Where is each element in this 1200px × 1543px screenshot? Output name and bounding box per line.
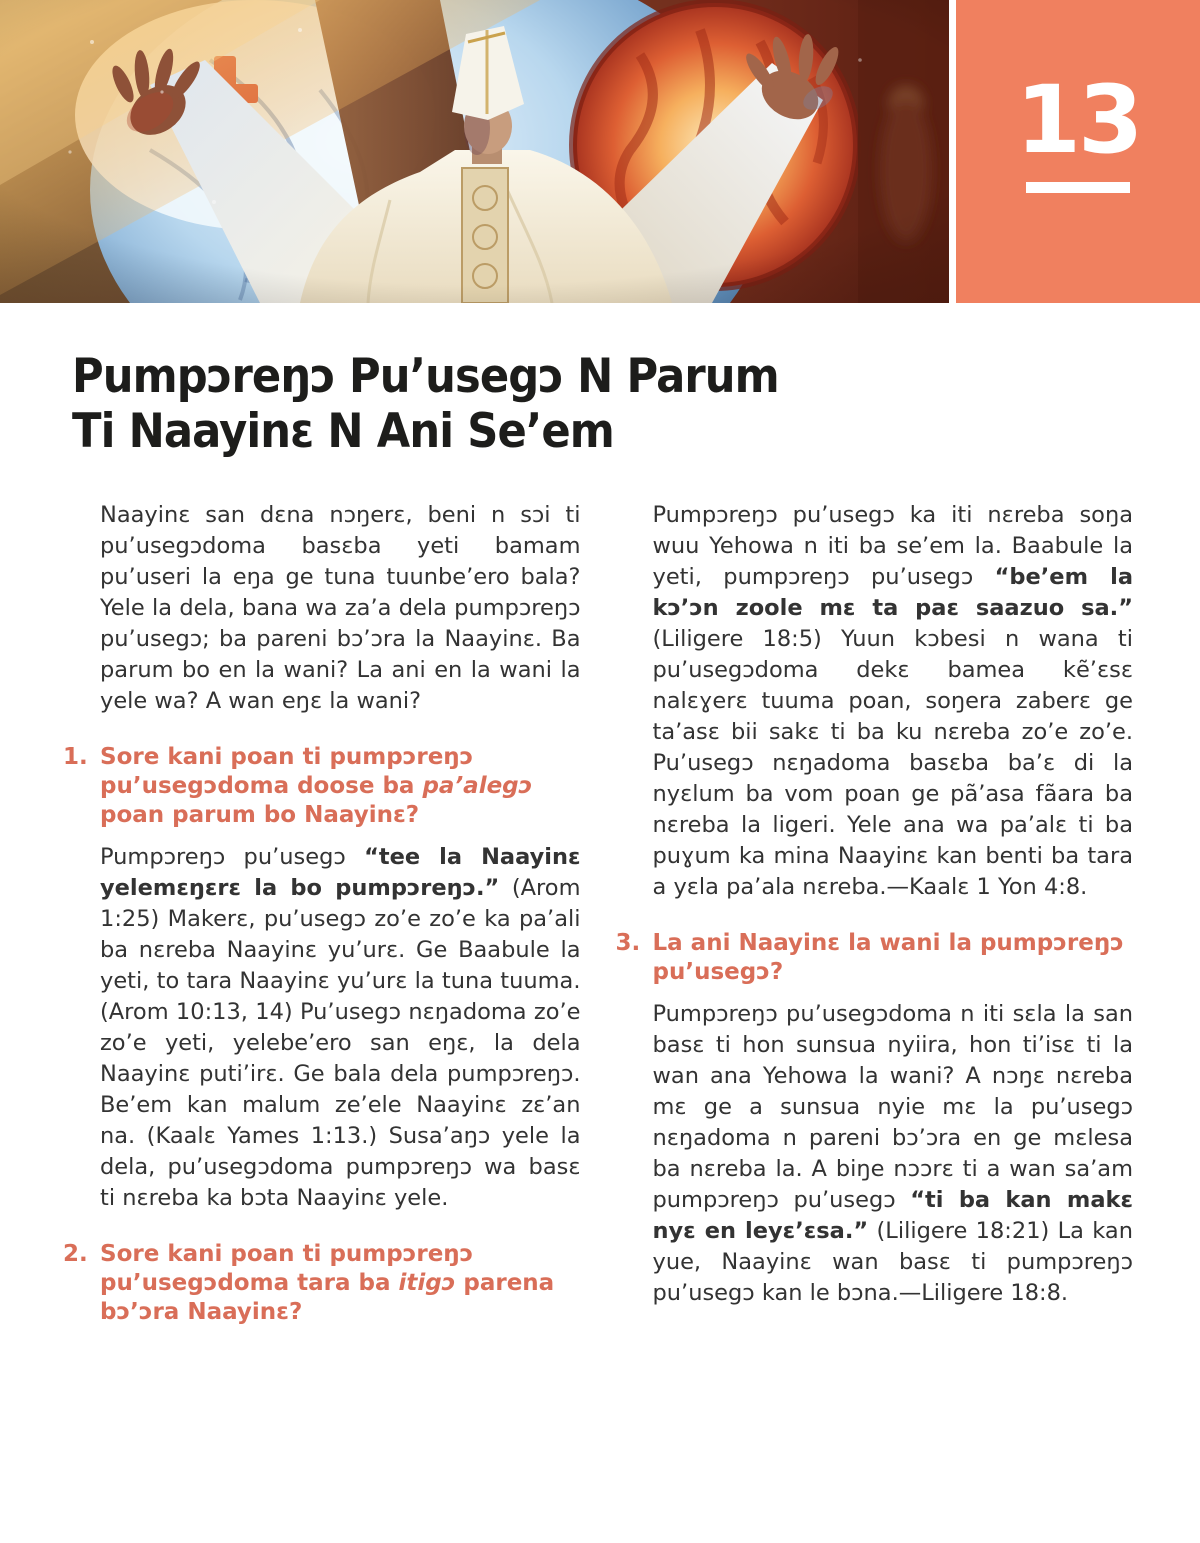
question-2-text bbox=[100, 1241, 554, 1325]
vignette bbox=[0, 0, 949, 303]
chapter-photo-illustration bbox=[0, 0, 949, 303]
text-segment-bold: “ti ba kan makɛ nyɛ en leyɛ’ɛsa.” bbox=[652, 1187, 1133, 1244]
page-title bbox=[72, 350, 1047, 459]
text-segment: (Liligere 18:5) Yuun kɔbesi n wana ti pu’usegɔdoma dekɛ bamea kẽ’ɛsɛ nalɛɣerɛ tuuma poan, soŋera zaberɛ ge ta’asɛ bii sakɛ ti ba ku nɛreba zo’e zo’e. Pu’usegɔ nɛŋadoma basɛba ba’ɛ di la nyɛlum ba vom poan ge pã’asa fãara ba nɛreba la ligeri. Yele ana wa pa’alɛ ti ba puɣum ka mina Naayinɛ kan benti ba tara a yɛla pa’ala nɛreba.—Kaalɛ 1 Yon 4:8. bbox=[652, 626, 1133, 900]
question-3-text bbox=[653, 930, 1124, 985]
question-1-text bbox=[100, 744, 532, 828]
text-segment: Pumpɔreŋɔ pu’usegɔ bbox=[100, 844, 365, 870]
paragraph-2 bbox=[653, 500, 1134, 903]
question-3-number: 3. bbox=[615, 930, 641, 956]
intro-paragraph bbox=[100, 500, 581, 717]
text-segment-bold: “be’em la kɔ’ɔn zoole mɛ ta paɛ saazuo sa.” bbox=[652, 564, 1134, 621]
text-segment-italic: pa’alegɔ bbox=[422, 773, 533, 799]
article-body bbox=[63, 500, 1133, 1370]
text-segment: poan parum bo Naayinɛ? bbox=[100, 802, 420, 828]
chapter-number-underline bbox=[1026, 182, 1130, 193]
text-segment-italic: itigɔ bbox=[398, 1270, 456, 1296]
paragraph-1 bbox=[100, 842, 581, 1214]
text-segment: (Liligere 18:21) La kan yue, Naayinɛ wan basɛ ti pumpɔreŋɔ pu’usegɔ kan le bɔna.—Liligere 18:8. bbox=[652, 1218, 1133, 1306]
title-block bbox=[72, 350, 1132, 459]
text-segment: Pumpɔreŋɔ pu’usegɔ ka iti nɛreba soŋa wuu Yehowa n iti ba se’em la. Baabule la yeti, pumpɔreŋɔ pu’usegɔ bbox=[652, 502, 1133, 590]
text-segment: parena bɔ’ɔra Naayinɛ? bbox=[100, 1270, 555, 1325]
text-segment: Pumpɔreŋɔ pu’usegɔdoma n iti sɛla la san basɛ ti hon sunsua nyiira, hon ti’isɛ ti la wan ana Yehowa la wani? A nɔŋɛ nɛreba mɛ ge a sunsua nyie mɛ la pu’usegɔ nɛŋadoma n pareni bɔ’ɔra en ge mɛlesa ba nɛreba la. A biŋe nɔɔrɛ ti a wan sa’am pumpɔreŋɔ pu’usegɔ bbox=[652, 1001, 1133, 1213]
text-segment-bold: “tee la Naayinɛ yelemɛŋɛrɛ la bo pumpɔreŋɔ.” bbox=[100, 844, 581, 901]
question-2 bbox=[63, 1240, 581, 1327]
question-1 bbox=[63, 743, 581, 830]
text-segment: La ani Naayinɛ la wani la pumpɔreŋɔ pu’usegɔ? bbox=[652, 930, 1124, 985]
text-segment: Naayinɛ san dɛna nɔŋerɛ, beni n sɔi ti pu’usegɔdoma basɛba yeti bamam pu’useri la eŋa ge tuna tuunbe’ero bala? Yele la dela, bana wa za’a dela pumpɔreŋɔ pu’usegɔ; ba pareni bɔ’ɔra la Naayinɛ. Ba parum bo en la wani? La ani en la wani la yele wa? A wan eŋɛ la wani? bbox=[100, 502, 581, 714]
chapter-header-photo bbox=[0, 0, 949, 303]
title-line-1: Pumpɔreŋɔ Pu’usegɔ N Parum bbox=[72, 349, 779, 404]
question-2-number: 2. bbox=[63, 1241, 88, 1267]
chapter-header bbox=[0, 0, 1200, 303]
chapter-number-badge bbox=[956, 0, 1200, 303]
text-segment: Sore kani poan ti pumpɔreŋɔ pu’usegɔdoma tara ba bbox=[100, 1241, 474, 1296]
question-3 bbox=[616, 929, 1134, 987]
title-line-2: Ti Naayinɛ N Ani Se’em bbox=[72, 403, 614, 459]
text-segment: Sore kani poan ti pumpɔreŋɔ pu’usegɔdoma doose ba bbox=[100, 744, 474, 799]
question-1-number: 1. bbox=[63, 744, 88, 770]
paragraph-3 bbox=[653, 999, 1134, 1309]
text-segment: (Arom 1:25) Makerɛ, pu’usegɔ zo’e zo’e ka pa’ali ba nɛreba Naayinɛ yu’urɛ. Ge Baabule la yeti, to tara Naayinɛ yu’urɛ la tuna tuuma. (Arom 10:13, 14) Pu’usegɔ nɛŋadoma zo’e zo’e yeti, yelebe’ero san eŋɛ, la dela Naayinɛ puti’irɛ. Ge bala dela pumpɔreŋɔ. Be’em kan malum ze’ele Naayinɛ zɛ’an na. (Kaalɛ Yames 1:13.) Susa’aŋɔ yele la dela, pu’usegɔdoma pumpɔreŋɔ wa basɛ ti nɛreba ka bɔta Naayinɛ yele. bbox=[100, 875, 581, 1211]
chapter-number: 13 bbox=[1015, 66, 1141, 175]
